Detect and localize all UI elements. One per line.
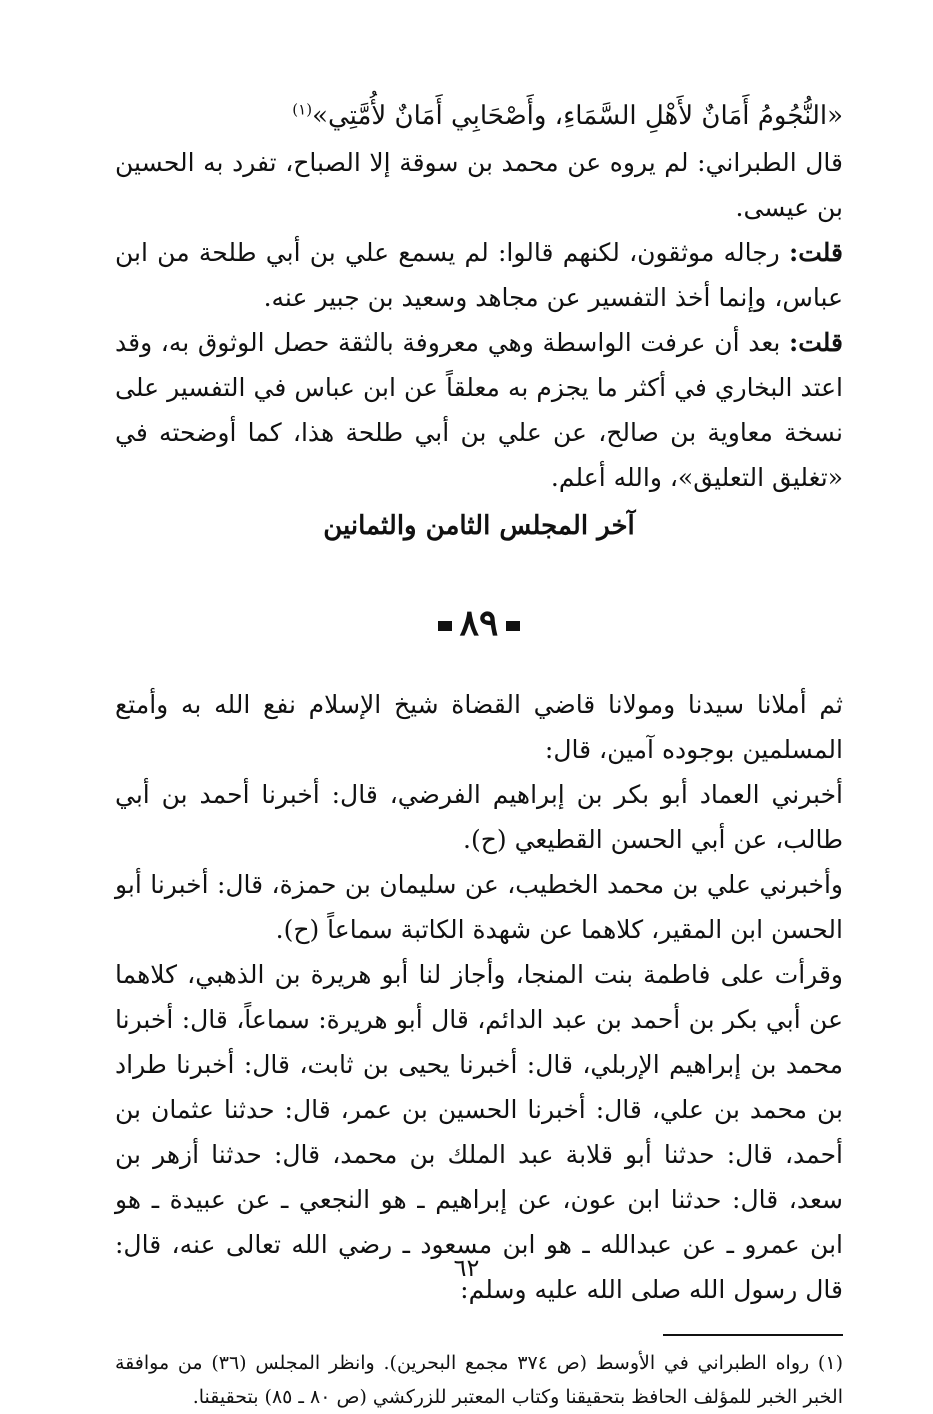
session-number: ٨٩ (459, 602, 499, 644)
dash-ornament (506, 621, 520, 631)
footnote: (١) رواه الطبراني في الأوسط (ص ٣٧٤ مجمع البحرين). وانظر المجلس (٣٦) من موافقة الخبر الخبر للمؤلف الحافظ بتحقيقنا وكتاب المعتبر للزركشي (ص ٨٠ ـ ٨٥) بتحقيقنا. (115, 1352, 843, 1408)
hadith-quote: «النُّجُومُ أَمَانٌ لأَهْلِ السَّمَاءِ، وأَصْحَابِي أَمَانٌ لأُمَّتِي» (312, 101, 843, 131)
paragraph-text: وأخبرني علي بن محمد الخطيب، عن سليمان بن حمزة، قال: أخبرنا أبو الحسن ابن المقير، كلاهما عن شهدة الكاتبة سماعاً (ح). (115, 870, 843, 944)
isnad-2 (115, 862, 843, 952)
hadith-text (115, 92, 843, 140)
paragraph-text: أخبرني العماد أبو بكر بن إبراهيم الفرضي، قال: أخبرنا أحمد بن أبي طالب، عن أبي الحسن القطيعي (ح). (115, 780, 843, 854)
paragraph-text: ثم أملانا سيدنا ومولانا قاضي القضاة شيخ الإسلام نفع الله به وأمتع المسلمين بوجوده آمين، قال: (115, 690, 843, 764)
page-body (115, 92, 843, 1414)
footnote-marker: (١) (292, 100, 313, 119)
dictation-intro (115, 682, 843, 772)
paragraph-text: بعد أن عرفت الواسطة وهي معروفة بالثقة حصل الوثوق به، وقد اعتد البخاري في أكثر ما يجزم به معلقاً عن ابن عباس في التفسير على نسخة معاوية بن صالح، عن علي بن أبي طلحة هذا، كما أوضحته في «تغليق التعليق»، والله أعلم. (115, 328, 843, 492)
paragraph-text: رجاله موثقون، لكنهم قالوا: لم يسمع علي بن أبي طلحة من ابن عباس، وإنما أخذ التفسير عن مجاهد وسعيد بن جبير عنه. (115, 238, 843, 312)
note-lead-word: قلت: (788, 328, 843, 357)
paragraph-text: وقرأت على فاطمة بنت المنجا، وأجاز لنا أبو هريرة بن الذهبي، كلاهما عن أبي بكر بن أحمد بن عبد الدائم، قال أبو هريرة: سماعاً، قال: أخبرنا محمد بن إبراهيم الإربلي، قال: أخبرنا يحيى بن ثابت، قال: أخبرنا طراد بن محمد بن علي، قال: أخبرنا الحسين بن عمر، قال: حدثنا عثمان بن أحمد، قال: حدثنا أبو قلابة عبد الملك بن محمد، قال: حدثنا أزهر بن سعد، قال: حدثنا ابن عون، عن إبراهيم ـ هو النجعي ـ عن عبيدة ـ هو ابن عمرو ـ عن عبدالله ـ هو ابن مسعود ـ رضي الله تعالى عنه، قال: قال رسول الله صلى الله عليه وسلم: (115, 960, 843, 1304)
page-number: ٦٢ (453, 1254, 480, 1282)
author-note-1 (115, 230, 843, 320)
tabarani-comment (115, 140, 843, 230)
author-note-2 (115, 320, 843, 500)
note-lead-word: قلت: (788, 238, 843, 267)
session-end-heading: آخر المجلس الثامن والثمانين (323, 511, 635, 541)
dash-ornament (438, 621, 452, 631)
paragraph-text: قال الطبراني: لم يروه عن محمد بن سوقة إلا الصباح، تفرد به الحسين بن عيسى. (115, 148, 843, 222)
isnad-1 (115, 772, 843, 862)
footnote-divider (663, 1334, 843, 1336)
session-number-heading (115, 598, 843, 648)
